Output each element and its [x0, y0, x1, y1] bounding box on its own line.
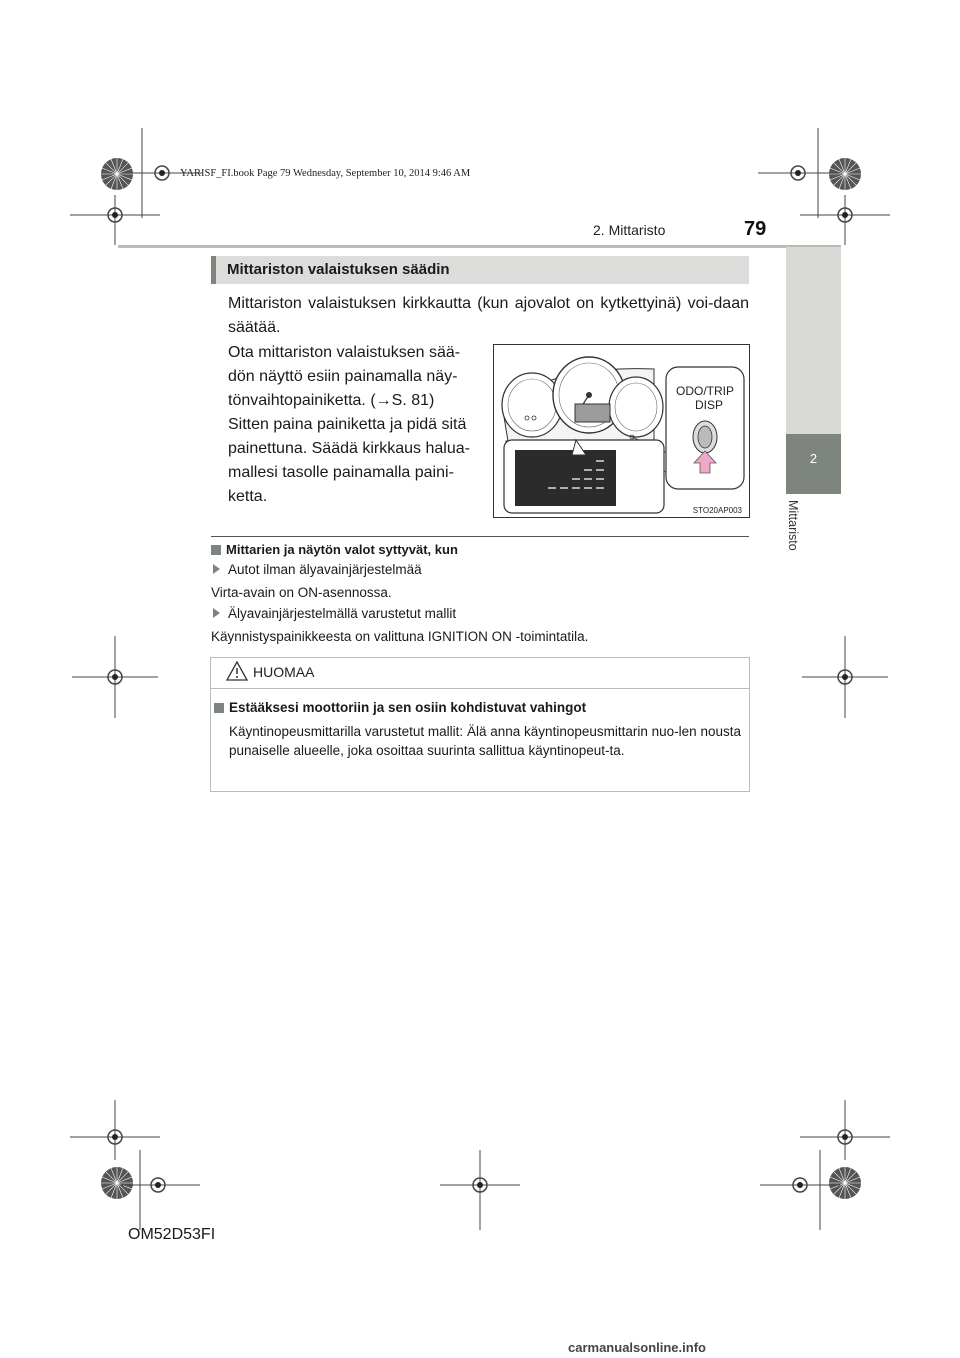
document-code: OM52D53FI [128, 1226, 216, 1243]
page-number: 79 [744, 218, 767, 240]
steps-line: mallesi tasolle painamalla paini- [228, 464, 454, 481]
section-heading [211, 256, 749, 284]
instrument-cluster-figure [493, 344, 750, 518]
crosshair-mark-bottom-left [120, 1150, 200, 1230]
side-tab-label: Mittaristo [786, 500, 800, 551]
section-heading-text: Mittariston valaistuksen säädin [227, 261, 450, 278]
crosshair-mark-right-upper [800, 195, 890, 245]
steps-line: painettuna. Säädä kirkkaus halua- [228, 440, 470, 457]
caution-header-rule [210, 688, 750, 689]
steps-line: dön näyttö esiin painamalla näy- [228, 368, 458, 385]
note-item2-heading: Älyavainjärjestelmällä varustetut mallit [213, 606, 456, 621]
crosshair-mark-left-upper [70, 195, 160, 245]
caution-title: Estääksesi moottoriin ja sen osiin kohdistuvat vahingot [214, 700, 586, 715]
square-bullet-icon [211, 545, 221, 555]
warning-triangle-icon [225, 660, 249, 687]
side-tab-background [786, 247, 841, 434]
figure-button-label-line1: ODO/TRIP [675, 384, 735, 398]
steps-paragraph [228, 341, 476, 509]
note-item2-text: Käynnistyspainikkeesta on valittuna IGNITION ON -toimintatila. [211, 629, 589, 644]
crosshair-mark-right-middle [802, 636, 888, 718]
intro-paragraph: Mittariston valaistuksen kirkkautta (kun ajovalot on kytkettyinä) voi-daan säätää. [228, 295, 749, 336]
note-item1-heading: Autot ilman älyavainjärjestelmää [213, 562, 422, 577]
crosshair-mark-bottom-right [760, 1150, 840, 1230]
crosshair-mark-left-middle [72, 636, 158, 718]
section-divider [211, 536, 749, 537]
caution-body: Käyntinopeusmittarilla varustetut mallit: Älä anna käyntinopeusmittarin nuo-len nousta punaiselle alueelle, joka osoittaa suurinta sallittua käyntinopeut-ta. [229, 724, 741, 758]
figure-button-label-line2: DISP [694, 398, 724, 412]
steps-line: ketta. [228, 488, 268, 505]
square-bullet-icon [214, 703, 224, 713]
steps-line: tönvaihtopainiketta. (→S. 81) [228, 392, 435, 409]
triangle-bullet-icon [213, 564, 220, 574]
figure-code: STO20AP003 [692, 506, 742, 515]
note-item1-text: Virta-avain on ON-asennossa. [211, 585, 392, 600]
triangle-bullet-icon [213, 608, 220, 618]
steps-line: Sitten paina painiketta ja pidä sitä [228, 416, 467, 433]
watermark: carmanualsonline.info [568, 1340, 706, 1355]
steps-line: Ota mittariston valaistuksen sää- [228, 344, 461, 361]
caution-label: HUOMAA [253, 664, 315, 680]
chapter-title: 2. Mittaristo [593, 222, 666, 238]
section-heading-bar [211, 256, 216, 284]
book-header: YARISF_FI.book Page 79 Wednesday, September 10, 2014 9:46 AM [180, 168, 471, 179]
header-rule [118, 245, 841, 248]
side-tab-chapter-number: 2 [786, 434, 841, 494]
note-title: Mittarien ja näytön valot syttyvät, kun [211, 542, 458, 557]
instrument-cluster-illustration [494, 345, 750, 518]
crosshair-mark-bottom-center [440, 1150, 520, 1230]
